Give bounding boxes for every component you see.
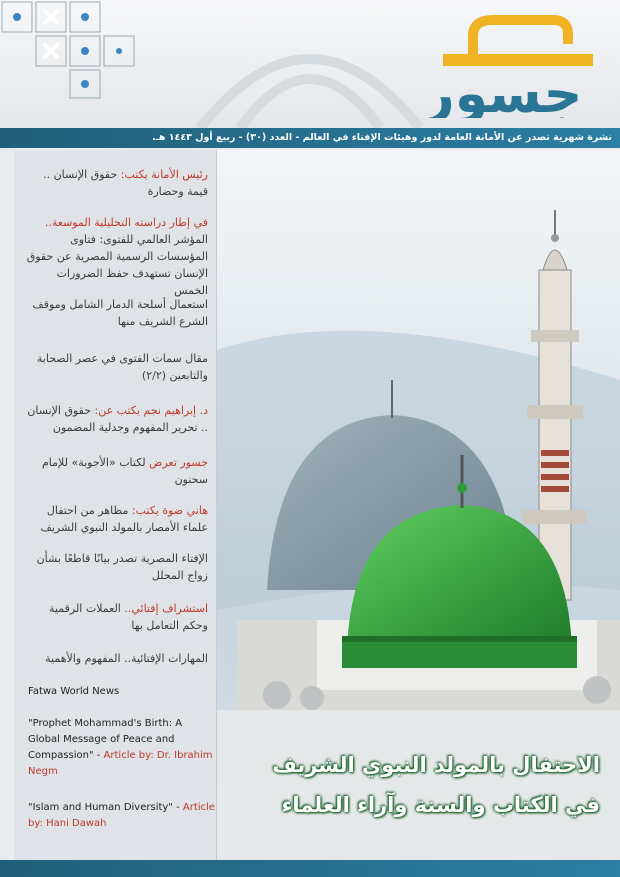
toc-item[interactable]: هاني ضوة يكتب: مظاهر من احتفال علماء الأمصار بالمولد النبوي الشريف (40, 504, 208, 534)
toc-item-en[interactable]: "Islam and Human Diversity" - Article by: Hani Dawah (28, 802, 215, 829)
logo-wordmark: جسور (423, 62, 583, 118)
toc-item[interactable]: رئيس الأمانة يكتب: حقوق الإنسان .. قيمة وحضارة (43, 168, 208, 198)
cover-headline-line1: الاحتفال بالمولد النبوي الشريف (272, 753, 600, 777)
watermark-arches (180, 10, 440, 128)
toc-item[interactable]: د. إبراهيم نجم يكتب عن: حقوق الإنسان .. تحرير المفهوم وجدلية المضمون (27, 404, 208, 434)
toc-item[interactable]: استشراف إفتائي.. العملات الرقمية وحكم التعامل بها (49, 602, 208, 632)
toc-item[interactable]: المهارات الإفتائية.. المفهوم والأهمية (45, 652, 208, 665)
footer-bar (0, 860, 620, 877)
toc-item[interactable]: استعمال أسلحة الدمار الشامل وموقف الشرع الشريف منها (32, 298, 208, 328)
toc-item-en[interactable]: Fatwa World News (28, 686, 120, 697)
masthead-bar (0, 128, 620, 148)
masthead (0, 0, 620, 128)
cover-headline-line2: في الكتاب والسنة وآراء العلماء (281, 793, 600, 817)
ornament-pattern-icon (0, 0, 140, 100)
toc-item-en[interactable]: "Prophet Mohammad's Birth: A Global Message of Peace and Compassion" - Article by: Dr. Ibrahim Negm (28, 718, 213, 777)
toc-item[interactable]: مقال سمات الفتوى في عصر الصحابة والتابعين (٢/٢) (36, 352, 208, 382)
issue-tagline: نشرة شهرية تصدر عن الأمانة العامة لدور وهيئات الإفتاء في العالم - العدد (٣٠) - ربيع أول ١٤٤٣ هـ. (151, 132, 612, 143)
toc-item[interactable]: الإفتاء المصرية تصدر بيانًا قاطعًا بشأن زواج المحلل (36, 552, 208, 582)
toc-item[interactable]: جسور تعرض لكتاب «الأجوبة» للإمام سحنون (42, 456, 208, 486)
jusoor-logo (403, 14, 603, 118)
toc-item[interactable]: في إطار دراسته التحليلية الموسعة.. المؤشر العالمي للفتوى: فتاوى المؤسسات الرسمية المصرية عن حقوق الإنسان تستهدف حفظ الضرورات الخمس (26, 216, 208, 297)
